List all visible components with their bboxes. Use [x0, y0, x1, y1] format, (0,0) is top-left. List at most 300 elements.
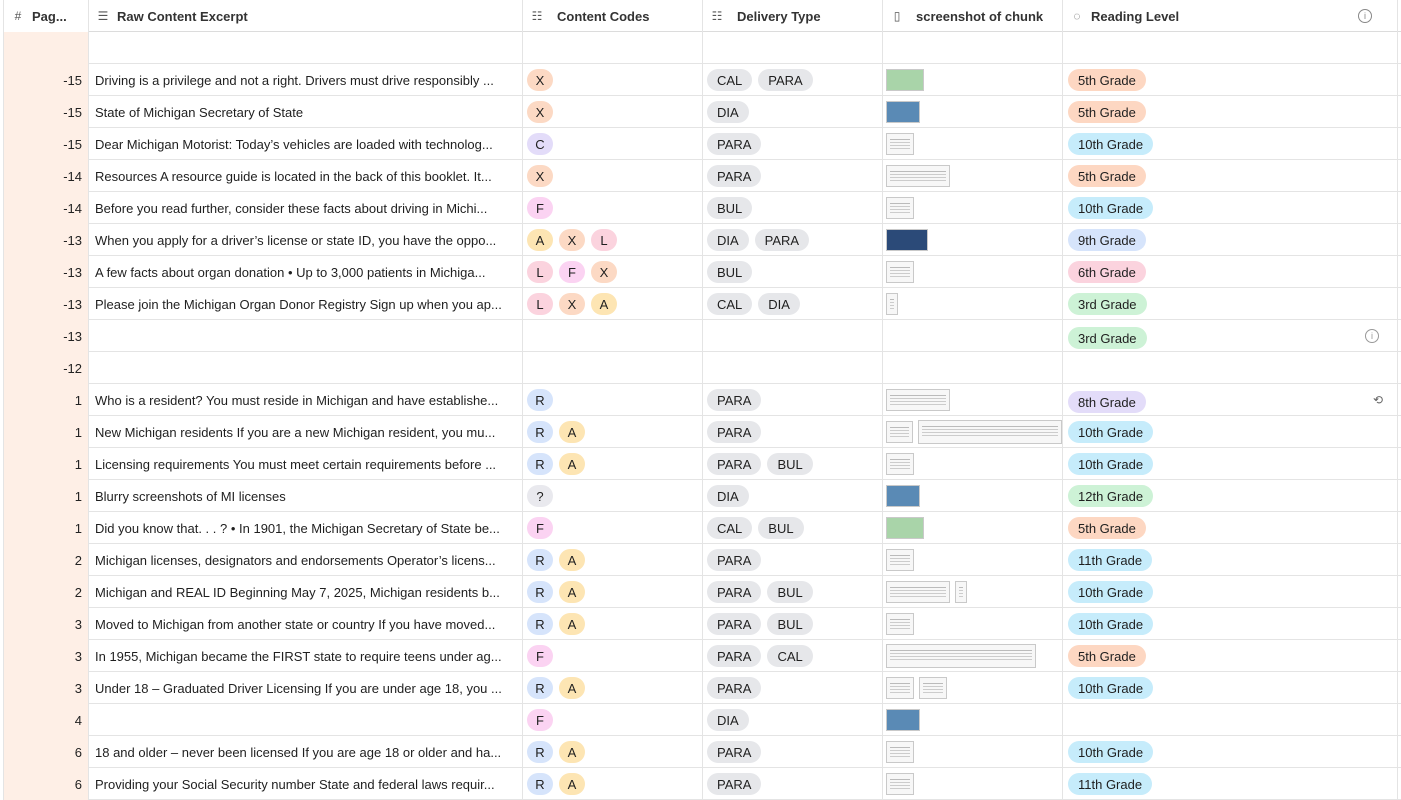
screenshot-cell[interactable]: [883, 96, 1063, 128]
content-code-badge: C: [527, 133, 553, 155]
page-value: 2: [74, 584, 82, 600]
column-header-screenshot[interactable]: [883, 0, 1063, 32]
raw-content-cell[interactable]: [89, 32, 523, 64]
screenshot-cell[interactable]: [883, 448, 1063, 480]
delivery-type-badge: CAL: [707, 69, 752, 91]
reading-level-badge: 6th Grade: [1068, 261, 1146, 283]
table-row[interactable]: [0, 288, 1401, 320]
content-codes-cell[interactable]: [523, 416, 703, 448]
screenshot-cell[interactable]: [883, 416, 1063, 448]
raw-content-cell[interactable]: [89, 192, 523, 224]
page-value: -13: [63, 328, 82, 344]
raw-content-text: Please join the Michigan Organ Donor Registry Sign up when you ap...: [95, 296, 502, 312]
page-cell[interactable]: [4, 192, 89, 224]
delivery-type-cell[interactable]: [703, 96, 883, 128]
screenshot-cell[interactable]: [883, 672, 1063, 704]
reading-level-cell[interactable]: [1063, 384, 1398, 416]
page-cell[interactable]: [4, 320, 89, 352]
page-cell[interactable]: [4, 352, 89, 384]
page-value: -15: [63, 104, 82, 120]
reading-level-cell[interactable]: [1063, 544, 1398, 576]
page-cell[interactable]: [4, 160, 89, 192]
delivery-type-cell[interactable]: [703, 352, 883, 384]
raw-content-cell[interactable]: [89, 416, 523, 448]
content-codes-cell[interactable]: [523, 704, 703, 736]
screenshot-thumbnail[interactable]: [886, 197, 914, 219]
page-cell[interactable]: [4, 64, 89, 96]
page-value: 6: [74, 744, 82, 760]
reading-level-cell[interactable]: [1063, 256, 1398, 288]
content-code-badge: X: [527, 69, 553, 91]
page-value: -13: [63, 232, 82, 248]
content-code-badge: R: [527, 773, 553, 795]
reading-level-badge: 5th Grade: [1068, 517, 1146, 539]
page-value: 1: [74, 424, 82, 440]
content-code-badge: X: [591, 261, 617, 283]
content-code-badge: L: [527, 293, 553, 315]
table-row[interactable]: [0, 192, 1401, 224]
screenshot-thumbnail[interactable]: [886, 229, 928, 251]
delivery-type-badge: PARA: [755, 229, 809, 251]
raw-content-cell[interactable]: [89, 544, 523, 576]
column-header-page-label: Pag...: [32, 8, 67, 24]
page-value: 2: [74, 552, 82, 568]
page-cell[interactable]: [4, 448, 89, 480]
table-row[interactable]: [0, 480, 1401, 512]
raw-content-cell[interactable]: [89, 576, 523, 608]
attachment-field-icon: ▯: [893, 9, 901, 23]
table-row[interactable]: [0, 224, 1401, 256]
raw-content-text: A few facts about organ donation • Up to 3,000 patients in Michiga...: [95, 264, 486, 280]
reading-level-cell[interactable]: [1063, 480, 1398, 512]
delivery-type-badge: DIA: [707, 485, 749, 507]
table-row[interactable]: [0, 608, 1401, 640]
raw-content-text: New Michigan residents If you are a new Michigan resident, you mu...: [95, 424, 496, 440]
content-codes-cell[interactable]: [523, 256, 703, 288]
grid-body: [0, 32, 1401, 800]
content-code-badge: A: [559, 581, 585, 603]
delivery-type-badge: DIA: [707, 101, 749, 123]
reading-level-cell[interactable]: [1063, 704, 1398, 736]
raw-content-cell[interactable]: [89, 288, 523, 320]
page-value: 3: [74, 648, 82, 664]
content-code-badge: X: [559, 293, 585, 315]
content-code-badge: X: [559, 229, 585, 251]
content-codes-cell[interactable]: [523, 32, 703, 64]
reading-level-cell[interactable]: [1063, 128, 1398, 160]
delivery-type-cell[interactable]: [703, 128, 883, 160]
screenshot-thumbnail[interactable]: [886, 613, 914, 635]
page-cell[interactable]: [4, 416, 89, 448]
raw-content-cell[interactable]: [89, 672, 523, 704]
page-cell[interactable]: [4, 32, 89, 64]
screenshot-cell[interactable]: [883, 736, 1063, 768]
delivery-type-badge: PARA: [707, 613, 761, 635]
reading-level-badge: 10th Grade: [1068, 133, 1153, 155]
reading-level-cell[interactable]: [1063, 224, 1398, 256]
reading-level-cell[interactable]: [1063, 288, 1398, 320]
raw-content-cell[interactable]: [89, 480, 523, 512]
reading-level-cell[interactable]: [1063, 96, 1398, 128]
content-codes-cell[interactable]: [523, 192, 703, 224]
delivery-type-badge: PARA: [707, 133, 761, 155]
page-value: 1: [74, 488, 82, 504]
table-row[interactable]: [0, 672, 1401, 704]
delivery-type-cell[interactable]: [703, 704, 883, 736]
content-codes-cell[interactable]: [523, 512, 703, 544]
content-code-badge: ?: [527, 485, 553, 507]
content-code-badge: X: [527, 165, 553, 187]
reading-level-badge: 10th Grade: [1068, 581, 1153, 603]
page-cell[interactable]: [4, 576, 89, 608]
raw-content-cell[interactable]: [89, 96, 523, 128]
page-value: -12: [63, 360, 82, 376]
content-codes-cell[interactable]: [523, 288, 703, 320]
screenshot-thumbnail[interactable]: [886, 69, 924, 91]
delivery-type-cell[interactable]: [703, 480, 883, 512]
delivery-type-cell[interactable]: [703, 256, 883, 288]
raw-content-text: Did you know that. . . ? • In 1901, the Michigan Secretary of State be...: [95, 520, 500, 536]
page-cell[interactable]: [4, 768, 89, 800]
page-cell[interactable]: [4, 256, 89, 288]
screenshot-thumbnail[interactable]: [886, 453, 914, 475]
raw-content-cell[interactable]: [89, 640, 523, 672]
table-row[interactable]: [0, 544, 1401, 576]
raw-content-cell[interactable]: [89, 736, 523, 768]
screenshot-thumbnail[interactable]: [886, 133, 914, 155]
delivery-type-badge: PARA: [707, 645, 761, 667]
delivery-type-cell[interactable]: [703, 576, 883, 608]
reading-level-badge: 10th Grade: [1068, 421, 1153, 443]
content-code-badge: R: [527, 677, 553, 699]
reading-level-cell[interactable]: [1063, 512, 1398, 544]
reading-level-cell[interactable]: [1063, 160, 1398, 192]
delivery-type-badge: PARA: [707, 389, 761, 411]
delivery-type-badge: PARA: [707, 453, 761, 475]
reading-level-cell[interactable]: [1063, 416, 1398, 448]
page-cell[interactable]: [4, 224, 89, 256]
screenshot-thumbnail[interactable]: [886, 165, 950, 187]
content-codes-cell[interactable]: [523, 224, 703, 256]
raw-content-text: Under 18 – Graduated Driver Licensing If you are under age 18, you ...: [95, 680, 502, 696]
raw-content-text: Moved to Michigan from another state or country If you have moved...: [95, 616, 496, 632]
column-header-screenshot-label: screenshot of chunk: [916, 8, 1044, 24]
table-row[interactable]: [0, 576, 1401, 608]
refresh-icon[interactable]: ⟲: [1372, 393, 1383, 407]
screenshot-cell[interactable]: [883, 544, 1063, 576]
content-codes-cell[interactable]: [523, 544, 703, 576]
reading-level-badge: 5th Grade: [1068, 69, 1146, 91]
screenshot-thumbnail[interactable]: [919, 677, 947, 699]
screenshot-thumbnail[interactable]: [886, 677, 914, 699]
table-row[interactable]: [0, 96, 1401, 128]
screenshot-thumbnail[interactable]: [886, 389, 950, 411]
screenshot-cell[interactable]: [883, 192, 1063, 224]
table-row[interactable]: [0, 768, 1401, 800]
delivery-type-badge: BUL: [767, 453, 812, 475]
screenshot-thumbnail[interactable]: [886, 581, 950, 603]
screenshot-cell[interactable]: [883, 352, 1063, 384]
delivery-type-cell[interactable]: [703, 416, 883, 448]
content-codes-cell[interactable]: [523, 448, 703, 480]
content-codes-cell[interactable]: [523, 128, 703, 160]
raw-content-cell[interactable]: [89, 352, 523, 384]
raw-content-cell[interactable]: [89, 704, 523, 736]
content-codes-cell[interactable]: [523, 320, 703, 352]
column-header-delivery-label: Delivery Type: [737, 8, 821, 24]
column-header-page[interactable]: [4, 0, 89, 32]
page-cell[interactable]: [4, 704, 89, 736]
page-value: -13: [63, 264, 82, 280]
table-row[interactable]: [0, 736, 1401, 768]
delivery-type-cell[interactable]: [703, 32, 883, 64]
content-code-badge: L: [591, 229, 617, 251]
table-row[interactable]: [0, 416, 1401, 448]
screenshot-thumbnail[interactable]: [886, 549, 914, 571]
content-code-badge: R: [527, 549, 553, 571]
delivery-type-cell[interactable]: [703, 288, 883, 320]
content-code-badge: A: [559, 453, 585, 475]
delivery-type-badge: BUL: [767, 581, 812, 603]
column-header-level-label: Reading Level: [1091, 8, 1180, 24]
reading-level-cell[interactable]: [1063, 320, 1398, 352]
raw-content-text: Resources A resource guide is located in the back of this booklet. It...: [95, 168, 492, 184]
content-code-badge: R: [527, 581, 553, 603]
page-cell[interactable]: [4, 384, 89, 416]
delivery-type-cell[interactable]: [703, 736, 883, 768]
reading-level-cell[interactable]: [1063, 192, 1398, 224]
page-cell[interactable]: [4, 288, 89, 320]
reading-level-badge: 5th Grade: [1068, 101, 1146, 123]
screenshot-cell[interactable]: [883, 288, 1063, 320]
reading-level-cell[interactable]: [1063, 352, 1398, 384]
column-header-raw[interactable]: [89, 0, 523, 32]
screenshot-thumbnail[interactable]: [886, 517, 924, 539]
reading-level-badge: 12th Grade: [1068, 485, 1153, 507]
content-codes-cell[interactable]: [523, 576, 703, 608]
raw-content-text: Blurry screenshots of MI licenses: [95, 488, 286, 504]
table-row[interactable]: [0, 256, 1401, 288]
delivery-type-cell[interactable]: [703, 768, 883, 800]
delivery-type-badge: DIA: [707, 229, 749, 251]
screenshot-thumbnail[interactable]: [886, 485, 920, 507]
delivery-type-cell[interactable]: [703, 544, 883, 576]
raw-content-cell[interactable]: [89, 224, 523, 256]
content-code-badge: R: [527, 453, 553, 475]
raw-content-cell[interactable]: [89, 64, 523, 96]
page-cell[interactable]: [4, 608, 89, 640]
delivery-type-cell[interactable]: [703, 64, 883, 96]
screenshot-cell[interactable]: [883, 512, 1063, 544]
raw-content-cell[interactable]: [89, 384, 523, 416]
raw-content-cell[interactable]: [89, 768, 523, 800]
page-value: -15: [63, 136, 82, 152]
content-code-badge: F: [527, 645, 553, 667]
raw-content-cell[interactable]: [89, 448, 523, 480]
reading-level-cell[interactable]: [1063, 768, 1398, 800]
page-value: -14: [63, 200, 82, 216]
page-cell[interactable]: [4, 512, 89, 544]
page-value: 3: [74, 616, 82, 632]
delivery-type-badge: CAL: [707, 517, 752, 539]
column-header-codes[interactable]: [523, 0, 703, 32]
delivery-type-cell[interactable]: [703, 384, 883, 416]
screenshot-cell[interactable]: [883, 160, 1063, 192]
content-codes-cell[interactable]: [523, 608, 703, 640]
screenshot-cell[interactable]: [883, 320, 1063, 352]
ai-field-icon: ◌: [1073, 9, 1081, 23]
screenshot-thumbnail[interactable]: [918, 420, 1062, 444]
screenshot-cell[interactable]: [883, 32, 1063, 64]
delivery-type-cell[interactable]: [703, 448, 883, 480]
reading-level-badge: 5th Grade: [1068, 645, 1146, 667]
info-icon[interactable]: i: [1365, 329, 1379, 343]
content-code-badge: F: [559, 261, 585, 283]
delivery-type-badge: CAL: [767, 645, 812, 667]
delivery-type-cell[interactable]: [703, 512, 883, 544]
content-code-badge: A: [559, 613, 585, 635]
content-codes-cell[interactable]: [523, 160, 703, 192]
table-row[interactable]: [0, 512, 1401, 544]
screenshot-thumbnail[interactable]: [955, 581, 967, 603]
reading-level-cell[interactable]: [1063, 736, 1398, 768]
screenshot-cell[interactable]: [883, 480, 1063, 512]
column-header-level[interactable]: [1063, 0, 1398, 32]
raw-content-cell[interactable]: [89, 320, 523, 352]
content-codes-cell[interactable]: [523, 480, 703, 512]
reading-level-cell[interactable]: [1063, 32, 1398, 64]
reading-level-cell[interactable]: [1063, 64, 1398, 96]
page-value: 1: [74, 520, 82, 536]
content-code-badge: X: [527, 101, 553, 123]
screenshot-thumbnail[interactable]: [886, 773, 914, 795]
screenshot-cell[interactable]: [883, 576, 1063, 608]
reading-level-badge: 10th Grade: [1068, 677, 1153, 699]
delivery-type-cell[interactable]: [703, 224, 883, 256]
screenshot-cell[interactable]: [883, 768, 1063, 800]
raw-content-text: Who is a resident? You must reside in Michigan and have establishe...: [95, 392, 499, 408]
content-codes-cell[interactable]: [523, 736, 703, 768]
reading-level-cell[interactable]: [1063, 640, 1398, 672]
content-codes-cell[interactable]: [523, 672, 703, 704]
page-value: 1: [74, 456, 82, 472]
field-info-icon[interactable]: i: [1358, 9, 1372, 23]
content-code-badge: A: [559, 741, 585, 763]
content-codes-cell[interactable]: [523, 96, 703, 128]
content-code-badge: A: [527, 229, 553, 251]
page-cell[interactable]: [4, 128, 89, 160]
table-row[interactable]: [0, 448, 1401, 480]
screenshot-thumbnail[interactable]: [886, 741, 914, 763]
screenshot-cell[interactable]: [883, 608, 1063, 640]
raw-content-text: Michigan and REAL ID Beginning May 7, 2025, Michigan residents b...: [95, 584, 500, 600]
content-code-badge: R: [527, 741, 553, 763]
delivery-type-cell[interactable]: [703, 160, 883, 192]
reading-level-cell[interactable]: [1063, 576, 1398, 608]
page-value: -15: [63, 72, 82, 88]
delivery-type-cell[interactable]: [703, 192, 883, 224]
column-header-delivery[interactable]: [703, 0, 883, 32]
screenshot-cell[interactable]: [883, 224, 1063, 256]
table-row[interactable]: [0, 160, 1401, 192]
content-code-badge: A: [559, 549, 585, 571]
page-value: 3: [74, 680, 82, 696]
table-row[interactable]: [0, 32, 1401, 64]
reading-level-cell[interactable]: [1063, 672, 1398, 704]
screenshot-cell[interactable]: [883, 384, 1063, 416]
delivery-type-cell[interactable]: [703, 608, 883, 640]
column-header-raw-label: Raw Content Excerpt: [117, 8, 248, 24]
delivery-type-cell[interactable]: [703, 640, 883, 672]
table-row[interactable]: [0, 128, 1401, 160]
reading-level-badge: 3rd Grade: [1068, 327, 1147, 349]
raw-content-cell[interactable]: [89, 608, 523, 640]
content-code-badge: A: [559, 677, 585, 699]
reading-level-badge: 3rd Grade: [1068, 293, 1147, 315]
screenshot-cell[interactable]: [883, 64, 1063, 96]
raw-content-cell[interactable]: [89, 128, 523, 160]
reading-level-cell[interactable]: [1063, 448, 1398, 480]
content-code-badge: F: [527, 517, 553, 539]
content-codes-cell[interactable]: [523, 352, 703, 384]
table-row[interactable]: [0, 704, 1401, 736]
screenshot-cell[interactable]: [883, 640, 1063, 672]
content-codes-cell[interactable]: [523, 640, 703, 672]
table-row[interactable]: [0, 640, 1401, 672]
delivery-type-badge: PARA: [707, 549, 761, 571]
raw-content-text: Michigan licenses, designators and endorsements Operator’s licens...: [95, 552, 496, 568]
raw-content-text: Providing your Social Security number State and federal laws requir...: [95, 776, 495, 792]
header-row: [0, 0, 1401, 32]
screenshot-thumbnail[interactable]: [886, 101, 920, 123]
table-row[interactable]: [0, 320, 1401, 352]
page-cell[interactable]: [4, 544, 89, 576]
delivery-type-badge: PARA: [707, 741, 761, 763]
screenshot-thumbnail[interactable]: [886, 644, 1036, 668]
screenshot-cell[interactable]: [883, 128, 1063, 160]
delivery-type-badge: BUL: [707, 197, 752, 219]
content-codes-cell[interactable]: [523, 384, 703, 416]
page-cell[interactable]: [4, 480, 89, 512]
reading-level-badge: 10th Grade: [1068, 453, 1153, 475]
delivery-type-cell[interactable]: [703, 320, 883, 352]
screenshot-thumbnail[interactable]: [886, 709, 920, 731]
page-cell[interactable]: [4, 640, 89, 672]
screenshot-thumbnail[interactable]: [886, 261, 914, 283]
content-code-badge: F: [527, 709, 553, 731]
raw-content-cell[interactable]: [89, 512, 523, 544]
content-codes-cell[interactable]: [523, 768, 703, 800]
content-codes-cell[interactable]: [523, 64, 703, 96]
page-cell[interactable]: [4, 736, 89, 768]
page-cell[interactable]: [4, 96, 89, 128]
raw-content-text: When you apply for a driver’s license or state ID, you have the oppo...: [95, 232, 497, 248]
screenshot-thumbnail[interactable]: [886, 293, 898, 315]
raw-content-cell[interactable]: [89, 160, 523, 192]
screenshot-thumbnail[interactable]: [886, 421, 913, 443]
table-row[interactable]: [0, 384, 1401, 416]
screenshot-cell[interactable]: [883, 704, 1063, 736]
screenshot-cell[interactable]: [883, 256, 1063, 288]
delivery-type-cell[interactable]: [703, 672, 883, 704]
reading-level-badge: 9th Grade: [1068, 229, 1146, 251]
table-row[interactable]: [0, 64, 1401, 96]
reading-level-cell[interactable]: [1063, 608, 1398, 640]
page-cell[interactable]: [4, 672, 89, 704]
table-row[interactable]: [0, 352, 1401, 384]
raw-content-cell[interactable]: [89, 256, 523, 288]
page-value: 4: [74, 712, 82, 728]
